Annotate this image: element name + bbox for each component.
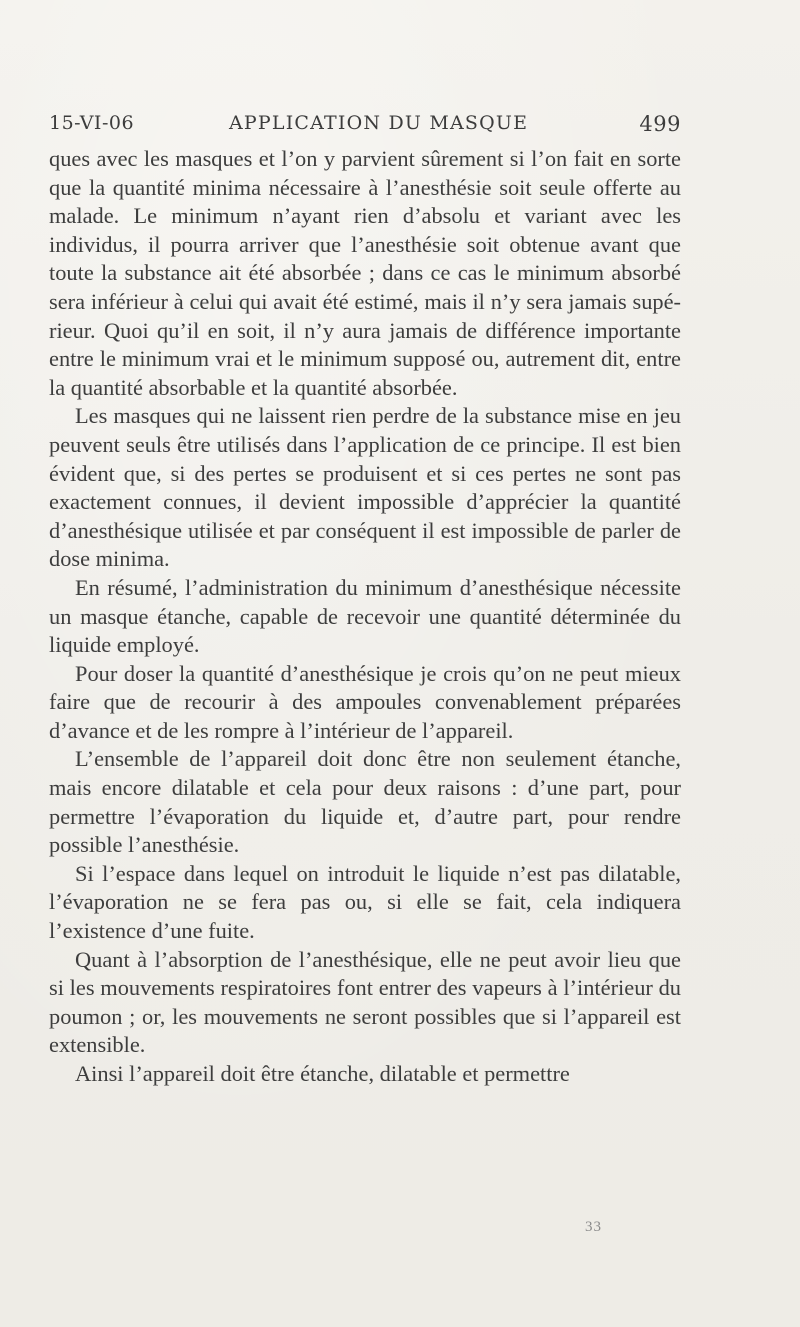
paragraph: ques avec les masques et l’on y parvient sûrement si l’on fait en sorte que la quantité minima nécessaire à l’anesthésie soit seule offerte au malade. Le minimum n’ayant rien d’absolu et variant avec les individus, il pourra arriver que l’anesthésie soit obtenue avant que toute la substance ait été absorbée ; dans ce cas le minimum absorbé sera inférieur à celui qui avait été estimé, mais il n’y sera jamais supérieur. Quoi qu’il en soit, il n’y aura jamais de différence importante entre le minimum vrai et le minimum supposé ou, autrement dit, entre la quantité absorbable et la quantité absorbée. [49,146,681,400]
paragraph: Ainsi l’appareil doit être étanche, dilatable et permettre [75,1061,570,1086]
paragraph: En résumé, l’administration du minimum d’anesthésique nécessite un masque étanche, capable de recevoir une quantité déterminée du liquide employé. [49,574,681,658]
page-number: 499 [639,112,681,136]
header-date: 15-VI-06 [49,112,135,134]
paragraph: Quant à l’absorption de l’anesthésique, elle ne peut avoir lieu que si les mouvements respiratoires font entrer des vapeurs à l’intérieur du poumon ; or, les mouvements ne seront possibles que si l’appareil est extensible. [49,946,681,1058]
header-title: APPLICATION DU MASQUE [229,112,529,134]
body-text [49,145,681,1089]
paragraph: Les masques qui ne laissent rien perdre de la substance mise en jeu peuvent seuls être utilisés dans l’application de ce principe. Il est bien évident que, si des pertes se produisent et si ces pertes ne sont pas exactement connues, il devient impossible d’apprécier la quantité d’anesthésique utilisée et par conséquent il est impossible de parler de dose minima. [49,403,681,572]
paragraph: Si l’espace dans lequel on introduit le liquide n’est pas dilatable, l’évaporation ne se fera pas ou, si elle se fait, cela indiquera l’existence d’une fuite. [49,860,681,944]
running-head [49,112,681,140]
paragraph: L’ensemble de l’appareil doit donc être non seulement étanche, mais encore dilatable et cela pour deux raisons : d’une part, pour permettre l’évaporation du liquide et, d’autre part, pour rendre possible l’anesthésie. [49,746,681,858]
signature-mark: 33 [585,1219,602,1235]
paragraph: Pour doser la quantité d’anesthésique je crois qu’on ne peut mieux faire que de recourir à des ampoules convenablement préparées d’avance et de les rompre à l’intérieur de l’appareil. [49,660,681,743]
